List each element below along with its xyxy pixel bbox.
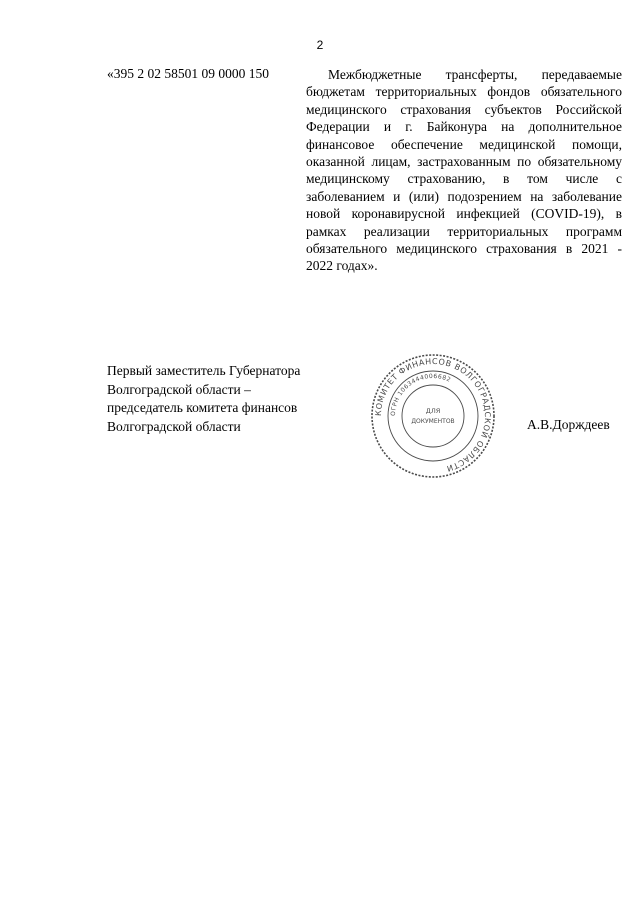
budget-classification-code: «395 2 02 58501 09 0000 150 [107,66,269,81]
stamp-inner-ring [402,385,464,447]
signatory-title-line: председатель комитета финансов [107,400,298,415]
stamp-middle-ring [388,371,478,461]
signatory-title-line: Волгоградской области [107,418,241,434]
stamp-center-line-2: ДОКУМЕНТОВ [411,418,455,425]
transfer-description: Межбюджетные трансферты, передаваемые бюджетам территориальных фондов обязательного медицинского страхования субъектов Российской Федерации и г. Байконура на дополнительное финансовое обеспечение медицинской помощи, оказанной лицам, застрахованным по обязательному медицинскому страхованию, в том числе с заболеванием и (или) подозрением на заболевание новой коронавирусной инфекцией (COVID-19), в рамках реализации территориальных программ обязательного медицинского страхования в 2021 - 2022 годах». [306,67,622,274]
signatory-title-line: Волгоградской области – [107,381,251,397]
signatory-name: А.В.Дорждеев [527,417,610,432]
stamp-inner-text: ОГРН 1063444006682 [389,372,453,417]
stamp-outer-text: КОМИТЕТ ФИНАНСОВ ВОЛГОГРАДСКОЙ ОБЛАСТИ [373,356,493,474]
stamp-center-line-1: ДЛЯ [425,407,441,415]
signatory-title-line: Первый заместитель Губернатора [107,363,301,378]
official-stamp-seal [369,352,497,480]
signatory-title [107,362,347,436]
page-number: 2 [316,38,324,52]
